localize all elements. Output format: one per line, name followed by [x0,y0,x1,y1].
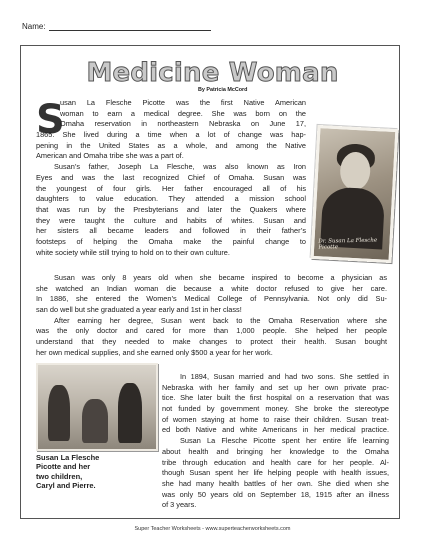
text-line: Susan La Flesche Picotte spent her entire life learning [180,436,389,446]
name-line [22,22,211,31]
text-line: was only 50 years old on September 18, 1915 after an illness [162,489,389,499]
text-line: her sisters all became leaders and followed in their father’s [36,226,306,236]
caption-line: Susan La Flesche [36,453,100,462]
family-figure-child [82,399,108,443]
text-line: the youngest of four girls. Her father encouraged all of his [36,183,306,193]
text-line: Susan’s father, Joseph La Flesche, was also known as Iron [54,162,306,172]
text-line: though Susan spent her life helping people with health issues, [162,468,389,478]
text-line: that was run by the Presbyterians and later the Quakers where [36,204,306,214]
text-line: about health and bringing her knowledge to the Omaha [162,446,389,456]
text-line: tice. She later built the first hospital on a reservation that was [162,393,389,403]
article-block-2 [36,273,387,359]
text-line: Nebraska with her family and set up her own private prac- [162,382,389,392]
page-footer: Super Teacher Worksheets - www.superteacherworksheets.com [134,526,291,532]
text-line: In 1886, she entered the Women’s Medical College of Pennsylvania. Not only did Su- [36,294,387,304]
text-line: American and Omaha tribe she was a part of. [36,151,184,161]
text-line: her own medical supplies, and she earned only $500 a year for her work. [36,347,273,357]
portrait-photo [311,125,399,263]
text-line: tribe through education and health care for her people. Al- [162,457,389,467]
text-line: ed both Native and white Americans in her medical practice. [162,425,389,435]
text-line: they were taught the culture and habits of whites. Susan and [36,215,306,225]
text-line: Omaha reservation in northeastern Nebraska on June 17, [60,119,306,129]
text-line: footsteps of helping the Omaha make the painful change to [36,236,306,246]
family-figure-child [118,383,142,443]
name-label: Name: [22,22,46,31]
text-line: Eyes and was the last recognized Chief of Omaha. Susan was [36,172,306,182]
caption-line: Picotte and her [36,462,91,472]
text-line: pening in the United States as a whole, and among the Native [36,140,306,150]
text-line: daughters to value education. They attended a mission school [36,194,306,204]
text-line: not funded by government money. She broke the stereotype [162,404,389,414]
text-line: After earning her degree, Susan went back to the Omaha Reservation where she [54,315,387,325]
text-line: she had many health battles of her own. She died when she [162,478,389,488]
portrait-signature: Dr. Susan La Flesche Picotte [318,237,378,251]
text-line: 1865. She lived during a time when a lot of change was hap- [36,130,306,140]
text-line: san do well but she graduated a year early and 1st in her class! [36,305,242,315]
text-line: was the only doctor and cared for more than 1,000 people. She helped her people [36,326,387,336]
drop-cap: S [36,97,65,143]
text-line: understand that they needed to make changes to protect their health. Susan bought [36,337,387,347]
article-byline: By Patricia McCord [198,87,248,93]
text-line: she watched an Indian woman die because a white doctor refused to give her care. [36,283,387,293]
text-line: of 3 years. [162,500,197,510]
family-figure-mother [48,385,70,441]
caption-line: two children, [36,471,83,481]
article-block-1 [36,98,306,258]
text-line: usan La Flesche Picotte was the first Native American [60,98,306,107]
portrait-face [339,151,371,191]
text-line: In 1894, Susan married and had two sons. She settled in [180,372,389,381]
text-line: Susan was only 8 years old when she became inspired to become a physician as [54,273,387,282]
text-line: woman to earn a medical degree. She was born on the [60,108,306,118]
article-block-3 [162,372,389,511]
name-blank[interactable] [49,22,211,31]
text-line: white society while still trying to hold on to their own culture. [36,247,230,257]
text-line: of women staying at home to raise their children. Susan treat- [162,414,389,424]
article-title: Medicine Woman [86,58,339,88]
photo-caption [36,453,156,490]
caption-line: Caryl and Pierre. [36,480,96,490]
family-photo [36,363,158,451]
